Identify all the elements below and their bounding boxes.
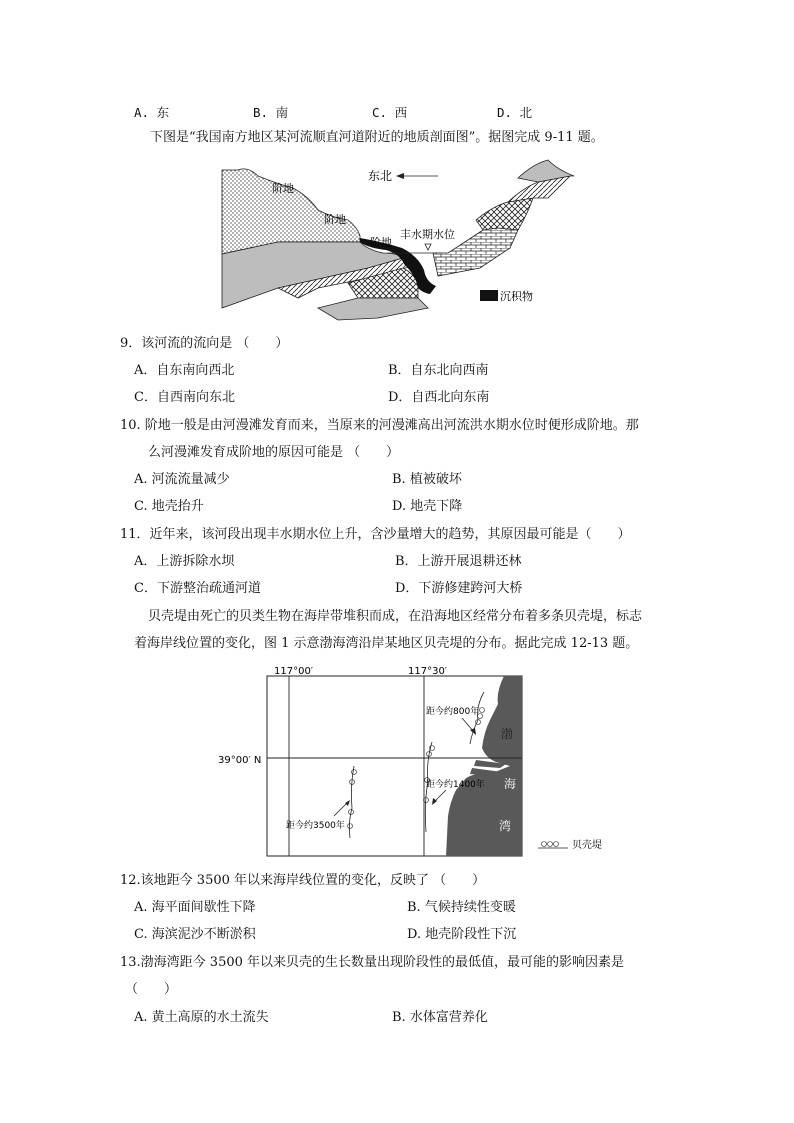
q11-option-d: D．下游修建跨河大桥 bbox=[395, 581, 523, 596]
ridge-age-label: 距今约1400年 bbox=[426, 780, 485, 790]
q11-option-b: B．上游开展退耕还林 bbox=[395, 554, 522, 569]
longitude-label: 117°30′ bbox=[408, 666, 448, 677]
terrace-label: 阶地 bbox=[370, 236, 392, 249]
ridge-age-label: 距今约3500年 bbox=[286, 821, 345, 831]
intro-12-13: 贝壳堤由死亡的贝类生物在海岸带堆积而成，在沿海地区经常分布着多条贝壳堤，标志 bbox=[148, 609, 643, 624]
q11-option-c: C．下游整治疏通河道 bbox=[134, 581, 261, 596]
intro-9-11: 下图是“我国南方地区某河流顺直河道附近的地质剖面图”。据图完成 9-11 题。 bbox=[150, 130, 604, 145]
option-a: A. 东 bbox=[134, 105, 170, 120]
ridge-age-label: 距今约800年 bbox=[426, 707, 480, 717]
q13-stem-cont: （ ） bbox=[125, 982, 178, 997]
q10-option-c: C. 地壳抬升 bbox=[134, 499, 204, 514]
q10-stem-cont: 么河漫滩发育成阶地的原因可能是 （ ） bbox=[148, 445, 400, 460]
q12-option-b: B. 气候持续性变暖 bbox=[407, 900, 516, 915]
q12-stem: 12.该地距今 3500 年以来海岸线位置的变化，反映了 （ ） bbox=[120, 873, 486, 888]
water-level-label: 丰水期水位 bbox=[400, 228, 455, 241]
sea-label: 湾 bbox=[499, 819, 512, 833]
q13-stem: 13.渤海湾距今 3500 年以来贝壳的生长数量出现阶段性的最低值，最可能的影响因素是 bbox=[120, 955, 625, 970]
q9-option-d: D．自西北向东南 bbox=[388, 390, 490, 405]
shell-ridge-legend-label: 贝壳堤 bbox=[572, 840, 602, 851]
intro-12-13-cont: 着海岸线位置的变化，图 1 示意渤海湾沿岸某地区贝壳堤的分布。据此完成 12-13 题。 bbox=[134, 636, 639, 651]
q9-option-b: B．自东北向西南 bbox=[388, 363, 489, 378]
q12-option-d: D. 地壳阶段性下沉 bbox=[407, 927, 517, 942]
sediment-legend-swatch bbox=[480, 290, 498, 301]
q10-stem: 10. 阶地一般是由河漫滩发育而来，当原来的河漫滩高出河流洪水期水位时便形成阶地。那 bbox=[120, 418, 639, 433]
sea-label: 渤 bbox=[501, 727, 514, 741]
sediment-legend-label: 沉积物 bbox=[500, 290, 533, 303]
option-d: D. 北 bbox=[497, 105, 533, 120]
q12-option-c: C. 海滨泥沙不断淤积 bbox=[134, 927, 256, 942]
q11-stem: 11．近年来，该河段出现丰水期水位上升，含沙量增大的趋势，其原因最可能是（ ） bbox=[120, 527, 631, 542]
q9-stem: 9．该河流的流向是 （ ） bbox=[120, 336, 289, 351]
sea-label: 海 bbox=[504, 777, 517, 791]
direction-label: 东北 bbox=[368, 169, 393, 183]
q9-option-c: C．自西南向东北 bbox=[134, 390, 235, 405]
terrace-label: 阶地 bbox=[272, 182, 294, 195]
latitude-label: 39°00′ N bbox=[218, 755, 262, 766]
option-c: C. 西 bbox=[372, 105, 408, 120]
q10-option-b: B. 植被破坏 bbox=[392, 472, 462, 487]
water-level-marker bbox=[425, 244, 431, 250]
terrace-label: 阶地 bbox=[324, 213, 346, 226]
q13-option-a: A. 黄土高原的水土流失 bbox=[134, 1010, 269, 1025]
geological-profile-figure bbox=[218, 158, 580, 323]
q9-option-a: A．自东南向西北 bbox=[134, 363, 235, 378]
shell-ridge-legend-icon bbox=[542, 842, 547, 847]
q12-option-a: A. 海平面间歇性下降 bbox=[134, 900, 256, 915]
q10-option-d: D. 地壳下降 bbox=[392, 499, 463, 514]
option-b: B. 南 bbox=[253, 105, 289, 120]
longitude-label: 117°00′ bbox=[274, 666, 314, 677]
arrow-icon bbox=[396, 173, 404, 179]
shell-ridge-map bbox=[214, 662, 614, 858]
q13-option-b: B. 水体富营养化 bbox=[392, 1010, 488, 1025]
q11-option-a: A．上游拆除水坝 bbox=[134, 554, 235, 569]
q10-option-a: A. 河流流量减少 bbox=[134, 472, 230, 487]
